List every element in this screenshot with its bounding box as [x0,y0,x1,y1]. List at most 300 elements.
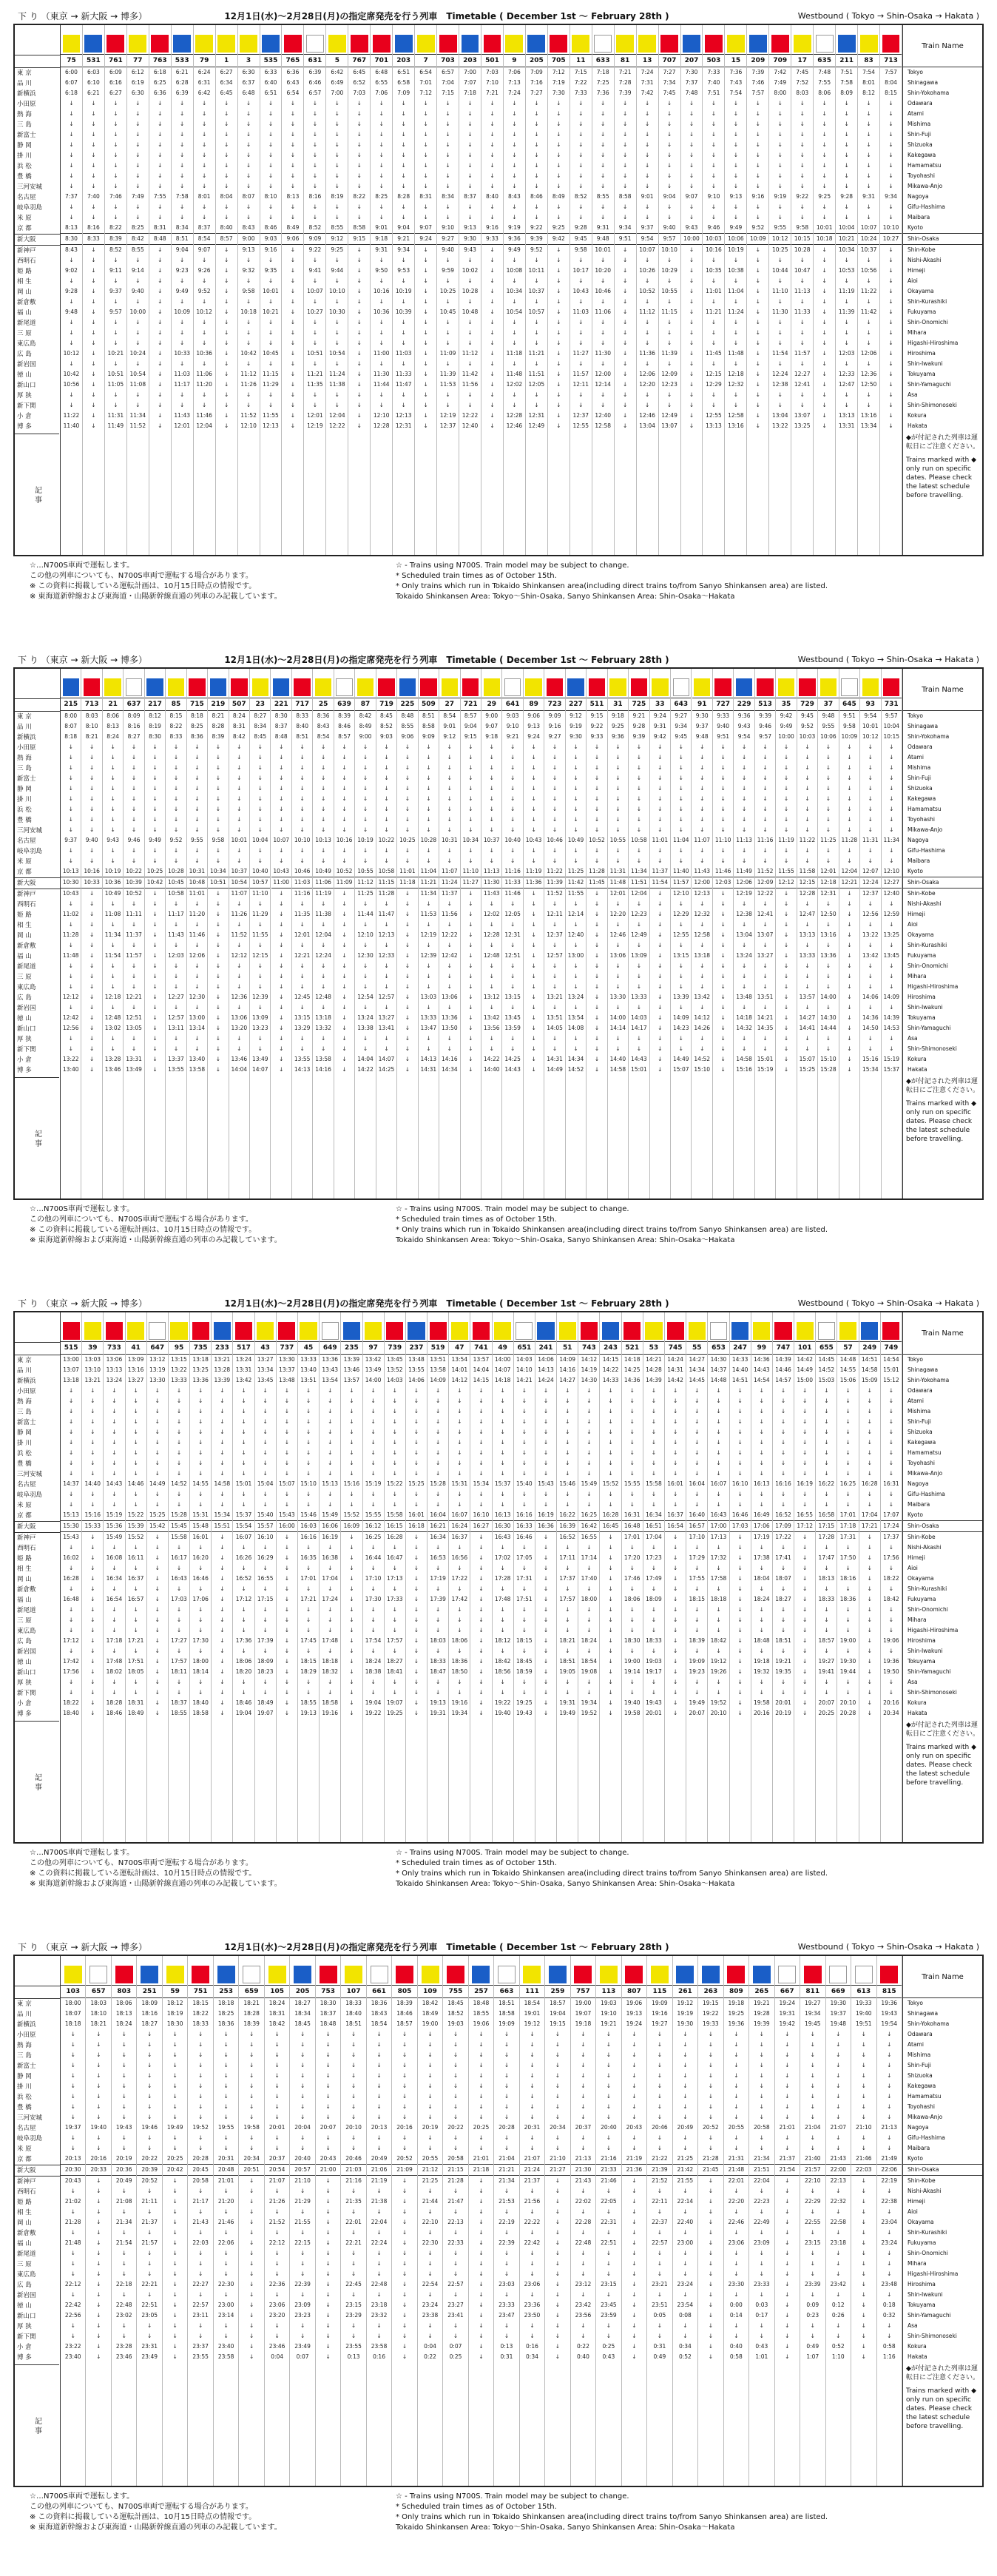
time-cell: 18:37 [171,1699,187,1706]
train-number: 31 [608,698,628,711]
time-cell: ↓ [489,921,494,928]
time-cell: 19:36 [883,1658,899,1665]
station-name: 新尾道 [17,963,36,971]
time-cell: 10:37 [528,288,545,294]
time-cell: ↓ [342,847,347,854]
time-cell: ↓ [805,816,810,823]
time-cell: 13:05 [126,1025,142,1031]
time-cell: ↓ [587,1501,592,1508]
time-cell: ↓ [284,1397,290,1404]
station-name-english: Hiroshima [908,350,936,357]
time-cell: ↓ [173,1045,179,1052]
station-name-english: Shin-Iwakuni [908,1004,943,1011]
time-cell: ↓ [741,826,747,833]
train-type-badge [63,678,79,696]
time-cell: ↓ [223,152,229,158]
station-name: 西明石 [17,901,36,908]
time-cell: ↓ [413,1408,419,1415]
time-cell: ↓ [112,1606,117,1613]
time-cell: ↓ [694,1449,700,1456]
time-cell: ↓ [198,1491,203,1497]
time-cell: ↓ [300,764,305,771]
time-cell: ↓ [223,319,229,326]
time-cell: 11:45 [706,350,722,357]
train-type-cell [566,669,586,698]
time-cell: ↓ [152,816,158,823]
time-cell: 9:34 [618,224,632,231]
footer-note-english: * Scheduled train times as of October 15th. [396,1215,557,1224]
time-cell: ↓ [622,308,628,315]
time-cell: ↓ [426,1035,431,1042]
train-type-badge [240,35,257,53]
time-cell: 12:37 [860,888,880,899]
time-cell: 10:37 [483,837,500,843]
time-cell: ↓ [237,847,242,854]
time-cell: ↓ [720,900,726,907]
time-cell: ↓ [866,277,871,284]
time-cell: 8:34 [254,723,267,729]
time-cell: ↓ [135,319,141,326]
train-type-cell [881,1312,902,1342]
time-cell: 12:06 [189,952,206,959]
time-cell: ↓ [447,900,452,907]
time-cell: ↓ [70,2250,75,2256]
time-cell: 11:55 [251,931,268,938]
time-cell: ↓ [552,962,558,969]
time-cell: 12:57 [547,952,563,959]
time-cell: 9:35 [264,267,277,274]
time-cell: ↓ [608,1565,613,1571]
time-cell: ↓ [720,931,726,938]
time-cell: ↓ [300,806,305,812]
station-name: 相 生 [17,2209,32,2216]
time-cell: ↓ [866,172,871,179]
train-type-badge [860,35,878,53]
time-cell: ↓ [867,1585,872,1592]
time-cell: 6:58 [397,79,410,86]
time-cell: 18:58 [192,1710,209,1716]
time-cell: ↓ [689,402,694,408]
time-cell: 7:03 [486,69,498,75]
time-cell: ↓ [284,1699,290,1706]
station-name-english: Atami [908,1397,924,1404]
time-cell: ↓ [131,857,137,864]
time-cell: 14:06 [408,1377,425,1383]
train-number: 99 [751,1342,772,1355]
time-cell: 12:05 [528,381,545,388]
time-cell: 9:43 [107,837,120,843]
time-cell: ↓ [342,795,347,802]
time-cell: 15:01 [757,1056,774,1062]
time-cell: ↓ [223,131,229,138]
time-cell: ↓ [552,900,558,907]
time-cell: ↓ [312,329,318,336]
time-cell: ↓ [720,973,726,980]
time-cell: ↓ [300,921,305,928]
station-name: 三 原 [17,974,32,981]
time-cell: 13:43 [322,1366,339,1373]
time-cell: 11:05 [107,381,124,388]
time-cell: ↓ [90,1710,95,1716]
time-cell: ↓ [176,1627,182,1633]
time-cell: ↓ [279,754,284,761]
time-cell: 18:58 [322,1699,339,1706]
time-cell: ↓ [845,1460,851,1466]
time-cell: ↓ [180,152,185,158]
time-cell: 22:12 [64,2281,81,2287]
time-cell: ↓ [711,110,717,117]
time-cell: ↓ [91,329,96,336]
time-cell: ↓ [573,921,578,928]
time-cell: ↓ [155,1606,160,1613]
time-cell: ↓ [500,1544,505,1551]
time-cell: 7:34 [663,79,676,86]
time-cell: ↓ [241,1439,246,1446]
time-cell: ↓ [68,1045,73,1052]
time-cell: 6:45 [353,69,366,75]
time-cell: 14:40 [609,1056,626,1062]
time-cell: ↓ [543,1470,549,1477]
station-name: 広 島 [17,1638,32,1645]
time-cell: ↓ [629,1418,635,1425]
time-cell: ↓ [90,1575,95,1582]
time-cell: ↓ [490,288,495,294]
time-cell: ↓ [651,1616,657,1623]
time-cell: ↓ [587,1491,592,1497]
time-cell: 6:36 [286,69,300,75]
time-cell: 17:12 [794,1520,815,1531]
time-cell: 10:12 [862,733,879,740]
time-cell: ↓ [349,1668,354,1675]
time-cell: 11:39 [439,371,456,377]
station-name: 豊 橋 [17,173,32,181]
train-number: 85 [166,698,186,711]
time-cell: ↓ [290,277,296,284]
time-cell: ↓ [565,1449,570,1456]
time-cell: ↓ [223,121,229,127]
time-cell: ↓ [543,1596,549,1602]
time-cell: 17:22 [773,1531,794,1542]
time-cell: ↓ [457,1679,462,1685]
time-cell: ↓ [435,1449,441,1456]
time-cell: ↓ [531,1035,536,1042]
train-type-badge [550,35,567,53]
station-name-english: Tokuyama [908,1014,936,1021]
time-cell: ↓ [312,277,318,284]
train-number: 97 [363,1342,384,1355]
time-cell: ↓ [510,826,516,833]
time-cell: ↓ [490,308,495,315]
station-name: 京 都 [17,1512,32,1520]
time-cell: 20:07 [689,1710,706,1716]
time-cell: 8:37 [464,193,476,200]
time-cell: ↓ [110,785,115,792]
time-cell: ↓ [888,1408,894,1415]
time-cell: ↓ [867,1699,872,1706]
time-cell: 14:55 [192,1480,209,1487]
time-cell: ↓ [822,110,827,117]
time-cell: ↓ [241,1689,246,1696]
time-cell: ↓ [755,371,760,377]
time-cell: ↓ [763,744,768,750]
side-note-english: Trains marked with ◆ only run on specific dates. Please check the latest schedule before travelling. [906,456,977,499]
station-name-english: Shin-Shimonoseki [908,1045,957,1052]
time-cell: ↓ [777,340,783,346]
time-cell: 8:28 [397,193,410,200]
time-cell: ↓ [802,1648,808,1654]
time-cell: ↓ [241,1585,246,1592]
time-cell: ↓ [844,121,849,127]
time-cell: 14:57 [775,1377,791,1383]
time-cell: ↓ [133,1460,138,1466]
train-type-badge [862,678,879,696]
time-cell: 16:17 [171,1554,187,1561]
time-cell: 18:09 [646,1596,662,1602]
time-cell: ↓ [755,152,760,158]
time-cell: ↓ [201,141,207,148]
time-cell: ↓ [825,983,831,990]
time-cell: ↓ [91,162,96,169]
time-cell: ↓ [90,1679,95,1685]
time-cell: 17:03 [171,1596,187,1602]
time-cell: 19:07 [257,1710,274,1716]
time-cell: 20:13 [64,2155,81,2162]
time-cell: 17:21 [127,1637,144,1644]
time-cell: ↓ [356,308,362,315]
time-cell: ↓ [651,1418,657,1425]
time-cell: ↓ [241,1679,246,1685]
time-cell: ↓ [268,162,274,169]
time-cell: ↓ [349,1606,354,1613]
time-cell: ↓ [90,1606,95,1613]
train-type-badge [537,1322,554,1340]
train-number: 653 [708,1342,729,1355]
time-cell: ↓ [68,1387,74,1394]
time-cell: ↓ [490,121,495,127]
time-cell: ↓ [155,1596,160,1602]
time-cell: ↓ [689,371,694,377]
time-cell: 14:43 [504,1066,521,1073]
time-cell: ↓ [220,1637,225,1644]
time-cell: 10:46 [595,288,612,294]
train-type-cell [686,1312,707,1342]
time-cell: ↓ [68,1439,74,1446]
train-number: 93 [860,698,880,711]
time-cell: 14:18 [623,1356,641,1363]
time-cell: ↓ [68,900,73,907]
time-cell: 15:03 [818,1377,835,1383]
time-cell: ↓ [783,942,789,948]
time-cell: ↓ [552,1035,558,1042]
time-cell: 15:51 [212,1520,232,1531]
train-type-cell [734,669,754,698]
time-cell: ↓ [241,1565,246,1571]
time-cell: ↓ [112,1470,117,1477]
time-cell: 10:43 [572,288,589,294]
train-number: 221 [271,698,291,711]
time-cell: ↓ [68,1429,74,1435]
time-cell: ↓ [392,1627,397,1633]
time-cell: 6:40 [264,79,277,86]
time-cell: ↓ [68,1035,73,1042]
time-cell: ↓ [489,744,494,750]
time-cell: 16:19 [320,1531,340,1542]
time-cell: 16:00 [277,1520,297,1531]
time-cell: ↓ [644,183,650,189]
time-cell: ↓ [405,785,410,792]
time-cell: 9:03 [380,733,393,740]
time-cell: ↓ [158,172,163,179]
time-cell: ↓ [152,1014,158,1021]
time-cell: ↓ [888,121,893,127]
time-cell: ↓ [622,371,628,377]
time-cell: ↓ [777,319,783,326]
time-cell: 16:07 [233,1531,254,1542]
time-cell: ↓ [651,1470,657,1477]
time-cell: 10:48 [462,308,479,315]
time-cell: 17:21 [859,1520,880,1531]
time-cell: ↓ [334,203,339,210]
time-cell: ↓ [131,785,137,792]
time-cell: ↓ [622,131,628,138]
direction-label: 下 り （東京 → 新大阪 → 博多） [18,1298,147,1309]
time-cell: 6:18 [153,69,166,75]
time-cell: ↓ [556,422,561,429]
time-cell: 14:00 [609,1014,626,1021]
time-cell: ↓ [312,172,318,179]
time-cell: 19:17 [646,1668,662,1675]
station-name: 岐阜羽島 [17,204,43,212]
time-cell: 16:09 [341,1520,362,1531]
time-cell: ↓ [825,795,831,802]
time-cell: ↓ [305,1501,311,1508]
time-cell: 13:40 [62,1066,79,1073]
time-cell: ↓ [521,1439,527,1446]
time-cell: ↓ [176,1408,182,1415]
time-cell: ↓ [783,1025,789,1031]
time-cell: ↓ [800,100,805,107]
time-cell: ↓ [290,381,296,388]
time-cell: 9:31 [596,224,609,231]
time-cell: ↓ [158,267,163,274]
time-cell: 12:48 [483,952,500,959]
time-cell: 20:01 [775,1699,791,1706]
time-cell: ↓ [889,942,894,948]
time-cell: ↓ [195,983,200,990]
time-cell: ↓ [737,1470,743,1477]
time-cell: 7:13 [507,79,521,86]
time-cell: ↓ [268,329,274,336]
time-cell: ↓ [401,402,406,408]
time-cell: 11:57 [671,877,691,888]
time-cell: 15:13 [322,1480,339,1487]
station-name: 新大阪 [15,877,60,889]
time-cell: ↓ [215,826,220,833]
time-cell: ↓ [384,795,389,802]
station-name: 浜 松 [17,806,32,814]
time-cell: ↓ [888,329,893,336]
time-cell: 11:26 [240,381,257,388]
time-cell: ↓ [423,131,428,138]
time-cell: ↓ [510,921,516,928]
footer-note-english: Tokaido Shinkansen Area: Tokyo～Shin-Osaka, Sanyo Shinkansen Area: Shin-Osaka～Hakata [396,593,735,601]
train-type-cell [124,669,143,698]
time-cell: ↓ [180,340,185,346]
time-cell: ↓ [889,806,894,812]
time-cell: 8:16 [308,193,322,200]
time-cell: ↓ [845,1627,851,1633]
time-cell: ↓ [800,214,805,220]
time-cell: ↓ [195,900,200,907]
time-cell: 11:16 [757,837,774,843]
time-cell: 17:29 [689,1554,706,1561]
time-cell: ↓ [423,371,428,377]
time-cell: ↓ [601,298,606,305]
time-cell: ↓ [155,1470,160,1477]
time-cell: ↓ [356,277,362,284]
time-cell: 9:27 [548,733,561,740]
time-cell: ↓ [556,350,561,357]
time-cell: ↓ [320,816,326,823]
time-cell: ↓ [601,340,606,346]
time-cell: ↓ [342,775,347,781]
time-cell: ↓ [379,329,384,336]
train-number: 703 [437,55,459,67]
time-cell: 17:48 [106,1658,123,1665]
time-cell: ↓ [401,203,406,210]
time-cell: 14:54 [754,1377,770,1383]
train-type-badge [516,1322,533,1340]
time-cell: ↓ [349,1449,354,1456]
time-cell: 17:57 [559,1596,576,1602]
time-cell: ↓ [500,1460,505,1466]
time-cell: ↓ [534,110,539,117]
time-cell: ↓ [556,277,561,284]
time-cell: 14:52 [694,1056,711,1062]
time-cell: ↓ [342,1025,347,1031]
station-name-english: Higashi-Hiroshima [908,1627,959,1633]
time-cell: 14:51 [731,1377,748,1383]
station-name: 徳 山 [17,1659,32,1666]
time-cell: 8:19 [149,723,161,729]
time-cell: ↓ [195,775,200,781]
time-cell: 8:46 [530,193,543,200]
time-cell: 17:54 [365,1637,382,1644]
time-cell: ↓ [201,100,207,107]
time-cell: ↓ [155,1439,160,1446]
time-cell: ↓ [755,131,760,138]
time-cell: 16:55 [257,1575,274,1582]
time-cell: 6:39 [175,90,189,96]
time-cell: 12:40 [462,422,479,429]
time-cell: 19:40 [90,2124,107,2131]
remarks-label: 記 事 [15,2364,59,2486]
time-cell: 9:04 [663,193,676,200]
time-cell: ↓ [195,942,200,948]
station-name: 名古屋 [17,1481,36,1488]
time-cell: ↓ [867,1470,872,1477]
time-cell: 8:22 [353,193,366,200]
time-cell: ↓ [86,2175,110,2186]
time-cell: ↓ [312,121,318,127]
time-cell: 12:06 [860,350,877,357]
time-cell: ↓ [112,1679,117,1685]
time-cell: ↓ [89,921,95,928]
time-cell: ↓ [91,110,96,117]
train-number: 535 [260,55,282,67]
time-cell: 10:15 [791,233,813,244]
time-cell: ↓ [152,785,158,792]
